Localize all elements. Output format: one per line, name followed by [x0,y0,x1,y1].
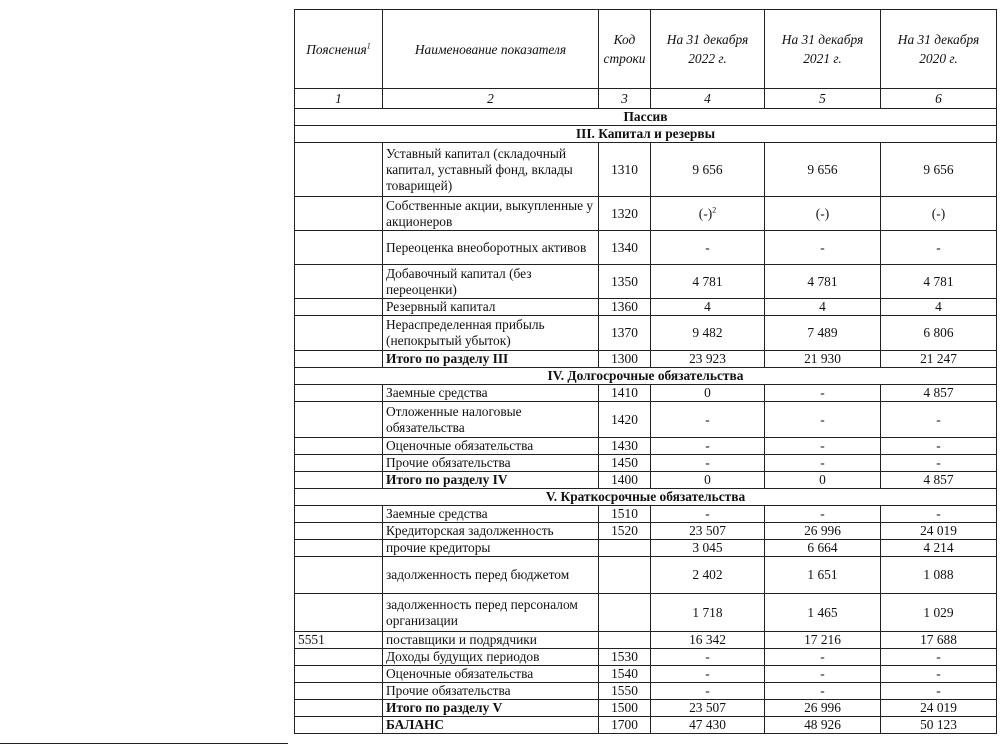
value-2020: - [881,455,997,472]
value-2020: (-) [881,197,997,231]
value-2020: 50 123 [881,717,997,734]
note-cell [295,231,383,265]
table-row [295,316,997,351]
value-2022: 0 [651,385,765,402]
table-row [295,717,997,734]
line-code [599,632,651,649]
indicator-name: Итого по разделу III [383,351,599,368]
balance-sheet-passive [294,9,996,734]
value-2020: 9 656 [881,143,997,197]
note-cell [295,717,383,734]
value-2021: 26 996 [765,700,881,717]
value-2022: 2 402 [651,557,765,594]
value-2022: 3 045 [651,540,765,557]
header-line-code: Код строки [599,10,651,89]
value-2022: - [651,438,765,455]
col-number: 1 [295,89,383,109]
value-2021: - [765,231,881,265]
line-code: 1300 [599,351,651,368]
table-row [295,557,997,594]
indicator-name: Собственные акции, выкупленные у акционеров [383,197,599,231]
balance-table [294,9,997,734]
note-cell [295,455,383,472]
value-2022: 16 342 [651,632,765,649]
col-number: 3 [599,89,651,109]
table-row [295,143,997,197]
value-2021: 6 664 [765,540,881,557]
line-code: 1410 [599,385,651,402]
col-number: 2 [383,89,599,109]
value-2022: 4 [651,299,765,316]
value-2022: - [651,683,765,700]
table-row [295,683,997,700]
value-2021: 9 656 [765,143,881,197]
value-2022: 4 781 [651,265,765,299]
line-code: 1320 [599,197,651,231]
note-cell [295,700,383,717]
line-code: 1450 [599,455,651,472]
line-code: 1350 [599,265,651,299]
indicator-name: БАЛАНС [383,717,599,734]
value-2022: - [651,231,765,265]
header-2020: На 31 декабря 2020 г. [881,10,997,89]
value-2022: - [651,402,765,438]
section-title-s5: V. Краткосрочные обязательства [295,489,997,506]
indicator-name: поставщики и подрядчики [383,632,599,649]
value-2021: - [765,649,881,666]
value-2020: 24 019 [881,700,997,717]
indicator-name: Резервный капитал [383,299,599,316]
value-2020: 4 857 [881,472,997,489]
note-cell [295,557,383,594]
value-2020: - [881,666,997,683]
line-code: 1500 [599,700,651,717]
value-2020: 4 [881,299,997,316]
value-2020: 24 019 [881,523,997,540]
indicator-name: Переоценка внеоборотных активов [383,231,599,265]
value-2022: 47 430 [651,717,765,734]
value-2020: - [881,506,997,523]
table-row [295,265,997,299]
col-number: 4 [651,89,765,109]
note-cell [295,506,383,523]
header-2021: На 31 декабря 2021 г. [765,10,881,89]
table-row [295,523,997,540]
value-2022: 0 [651,472,765,489]
table-row [295,197,997,231]
table-row [295,472,997,489]
line-code: 1510 [599,506,651,523]
value-2020: 4 857 [881,385,997,402]
section-title-s4: IV. Долгосрочные обязательства [295,368,997,385]
indicator-name: Оценочные обязательства [383,666,599,683]
value-2021: - [765,385,881,402]
indicator-name: задолженность перед персоналом организации [383,594,599,632]
table-row [295,540,997,557]
line-code: 1540 [599,666,651,683]
indicator-name: Итого по разделу V [383,700,599,717]
indicator-name: Заемные средства [383,385,599,402]
line-code [599,540,651,557]
value-2021: (-) [765,197,881,231]
note-cell [295,402,383,438]
value-2021: 17 216 [765,632,881,649]
table-row [295,385,997,402]
col-number: 5 [765,89,881,109]
value-2022: 9 482 [651,316,765,351]
line-code: 1360 [599,299,651,316]
line-code: 1310 [599,143,651,197]
value-2022: 23 507 [651,523,765,540]
indicator-name: Уставный капитал (складочный капитал, уставный фонд, вклады товарищей) [383,143,599,197]
value-2021: - [765,666,881,683]
value-2021: 26 996 [765,523,881,540]
note-cell [295,351,383,368]
col-number: 6 [881,89,997,109]
line-code: 1340 [599,231,651,265]
value-2021: 1 651 [765,557,881,594]
value-2020: 6 806 [881,316,997,351]
value-2021: 21 930 [765,351,881,368]
line-code: 1530 [599,649,651,666]
indicator-name: Оценочные обязательства [383,438,599,455]
indicator-name: прочие кредиторы [383,540,599,557]
table-row [295,402,997,438]
value-2022: - [651,455,765,472]
value-2022: 23 923 [651,351,765,368]
value-2021: 1 465 [765,594,881,632]
table-row [295,594,997,632]
value-2021: - [765,455,881,472]
note-cell [295,299,383,316]
note-cell [295,649,383,666]
indicator-name: Прочие обязательства [383,683,599,700]
note-cell [295,438,383,455]
value-2021: - [765,506,881,523]
indicator-name: задолженность перед бюджетом [383,557,599,594]
line-code: 1400 [599,472,651,489]
value-2020: 4 781 [881,265,997,299]
value-2022: - [651,666,765,683]
line-code: 1520 [599,523,651,540]
indicator-name: Прочие обязательства [383,455,599,472]
note-cell [295,683,383,700]
note-cell [295,472,383,489]
note-cell [295,143,383,197]
table-row [295,666,997,683]
value-2021: 4 781 [765,265,881,299]
value-2020: 4 214 [881,540,997,557]
value-2020: - [881,438,997,455]
indicator-name: Итого по разделу IV [383,472,599,489]
value-2022: - [651,649,765,666]
value-2020: - [881,231,997,265]
note-cell: 5551 [295,632,383,649]
value-2022: 23 507 [651,700,765,717]
indicator-name: Отложенные налоговые обязательства [383,402,599,438]
value-2020: - [881,649,997,666]
value-2021: - [765,402,881,438]
value-2022: 9 656 [651,143,765,197]
value-2022: - [651,506,765,523]
table-row [295,299,997,316]
value-2020: 1 088 [881,557,997,594]
line-code: 1370 [599,316,651,351]
table-row [295,438,997,455]
note-cell [295,316,383,351]
section-passive-title: Пассив [295,109,997,126]
table-row [295,700,997,717]
value-2021: 4 [765,299,881,316]
indicator-name: Нераспределенная прибыль (непокрытый убыток) [383,316,599,351]
value-2022: $(-)^2$ [651,197,765,231]
line-code: 1550 [599,683,651,700]
note-cell [295,594,383,632]
value-2021: - [765,683,881,700]
indicator-name: Кредиторская задолженность [383,523,599,540]
value-2020: 17 688 [881,632,997,649]
header-2022: На 31 декабря 2022 г. [651,10,765,89]
indicator-name: Доходы будущих периодов [383,649,599,666]
indicator-name: Добавочный капитал (без переоценки) [383,265,599,299]
note-cell [295,523,383,540]
table-row [295,649,997,666]
line-code [599,594,651,632]
value-2021: 48 926 [765,717,881,734]
value-2021: - [765,438,881,455]
table-row [295,455,997,472]
table-row [295,231,997,265]
indicator-name: Заемные средства [383,506,599,523]
left-divider-line [0,743,288,744]
table-row [295,506,997,523]
line-code: 1420 [599,402,651,438]
table-row [295,632,997,649]
section-3-title: III. Капитал и резервы [295,126,997,143]
value-2020: 21 247 [881,351,997,368]
line-code: 1430 [599,438,651,455]
note-cell [295,385,383,402]
line-code: 1700 [599,717,651,734]
value-2020: 1 029 [881,594,997,632]
note-cell [295,540,383,557]
value-2021: 7 489 [765,316,881,351]
note-cell [295,197,383,231]
value-2021: 0 [765,472,881,489]
header-indicator-name: Наименование показателя [383,10,599,89]
value-2020: - [881,683,997,700]
line-code [599,557,651,594]
value-2020: - [881,402,997,438]
note-cell [295,666,383,683]
note-cell [295,265,383,299]
header-notes: Пояснения$^1$ [295,10,383,89]
table-row [295,351,997,368]
value-2022: 1 718 [651,594,765,632]
